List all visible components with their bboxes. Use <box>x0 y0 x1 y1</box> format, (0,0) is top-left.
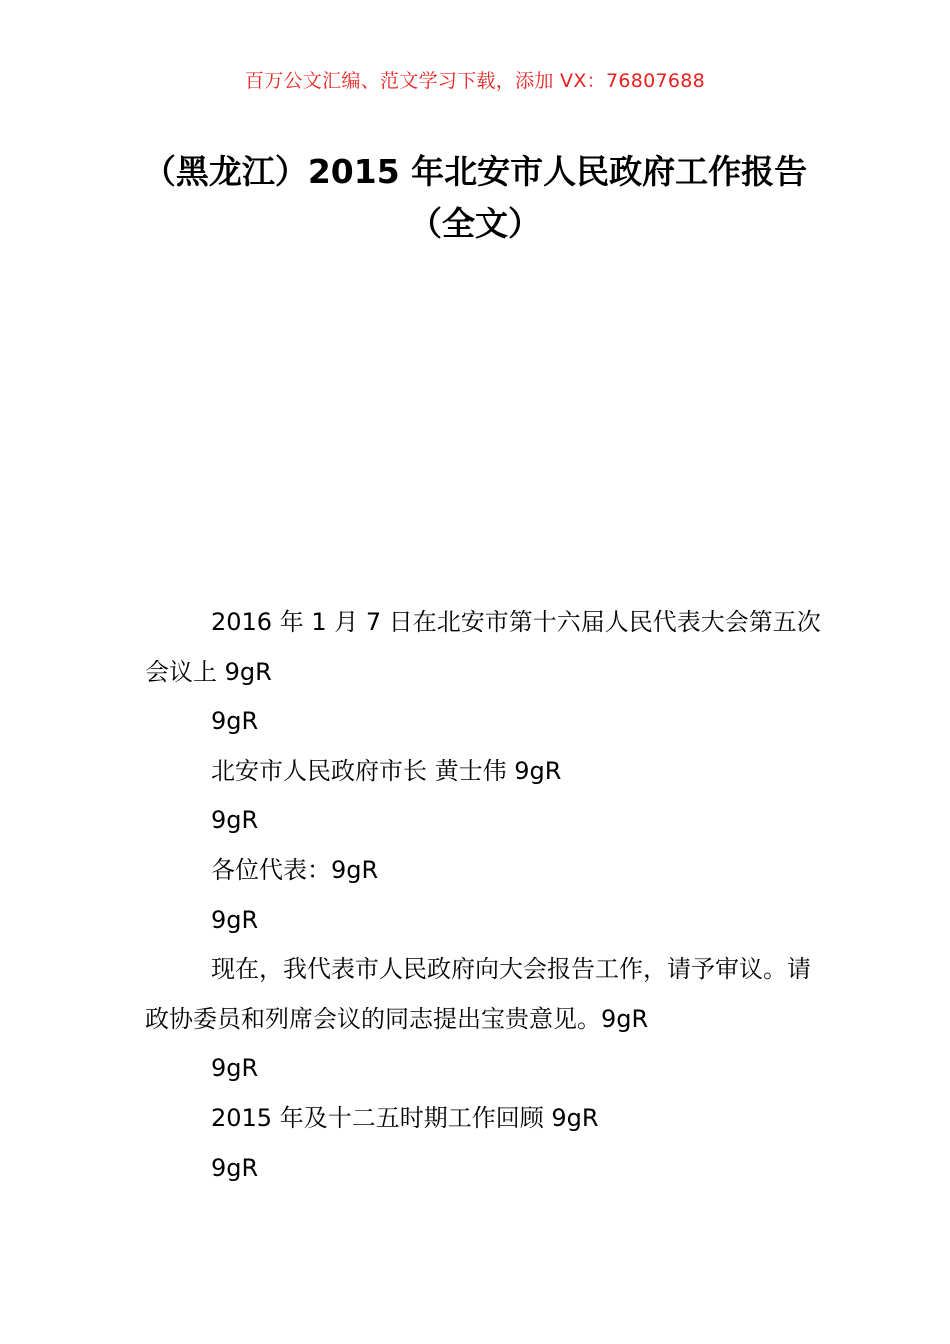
paragraph-marker: 9gR <box>211 806 259 835</box>
section-heading-review: 2015 年及十二五时期工作回顾 9gR <box>211 1103 599 1132</box>
paragraph-marker: 9gR <box>211 707 259 736</box>
paragraph-mayor: 北安市人民政府市长 黄士伟 9gR <box>211 756 562 785</box>
paragraph-opening: 现在，我代表市人民政府向大会报告工作，请予审议。请政协委员和列席会议的同志提出宝贵意见。9gR <box>145 955 811 1033</box>
paragraph-marker: 9gR <box>211 905 259 934</box>
paragraph-marker: 9gR <box>211 1153 259 1182</box>
paragraph-marker: 9gR <box>211 1054 259 1083</box>
paragraph-salutation: 各位代表：9gR <box>211 855 379 884</box>
header-note: 百万公文汇编、范文学习下载，添加 VX：76807688 <box>244 70 706 92</box>
document-body <box>145 598 825 1193</box>
paragraph-meeting-date: 2016 年 1 月 7 日在北安市第十六届人民代表大会第五次会议上 9gR <box>145 608 821 686</box>
document-title: （黑龙江）2015 年北安市人民政府工作报告（全文） <box>142 152 808 243</box>
